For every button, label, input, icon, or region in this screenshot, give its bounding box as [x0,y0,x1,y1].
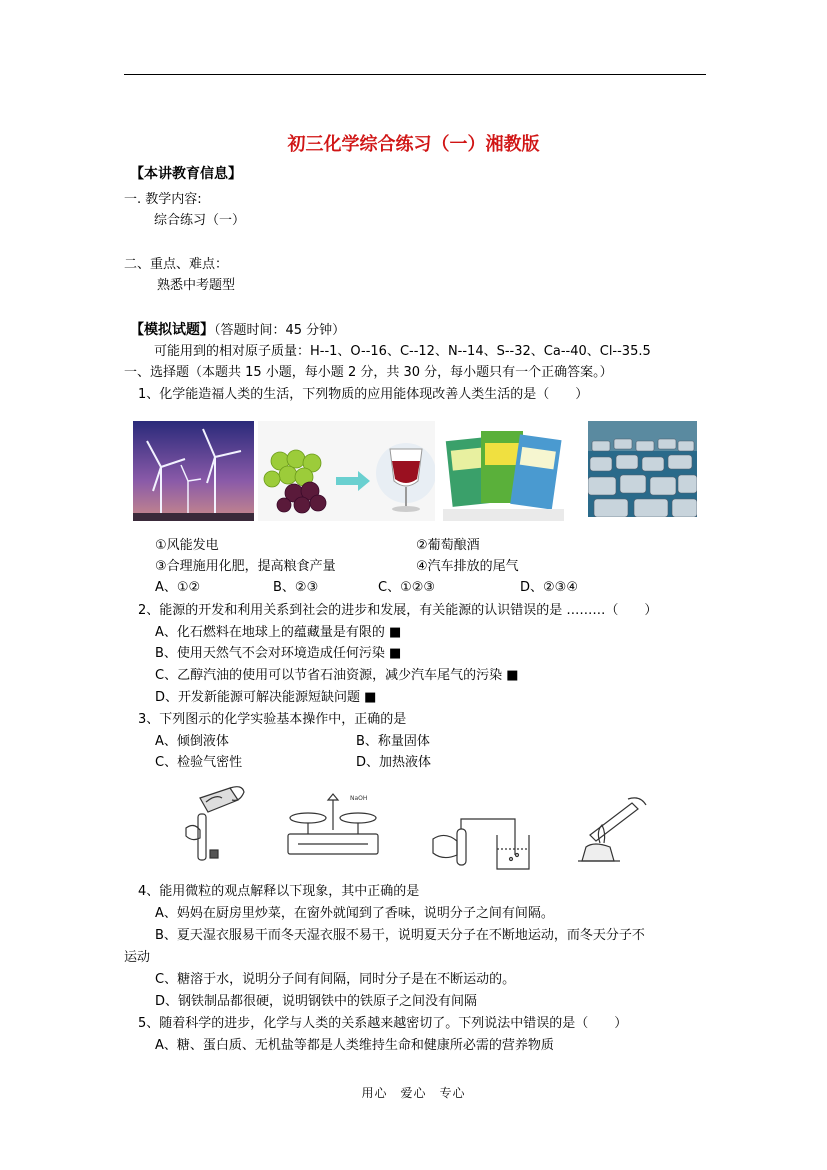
q1-opt2: ②葡萄酿酒 [416,538,480,553]
q4-choice-b-line1: B、夏天湿衣服易干而冬天湿衣服不易干，说明夏天分子在不断地运动，而冬天分子不 [155,928,645,943]
q4-choice-b-line2: 运动 [124,950,151,965]
q5-choice-a: A、糖、蛋白质、无机盐等都是人类维持生命和健康所必需的营养物质 [155,1038,554,1053]
q1-choice-d: D、②③④ [520,580,578,595]
q4-choice-a: A、妈妈在厨房里炒菜，在窗外就闻到了香味，说明分子之间有间隔。 [155,906,554,921]
fertilizer-image [443,421,564,521]
naoh-label: NaOH [350,795,368,802]
q1-choice-a: A、①② [155,580,201,595]
q1-opt4: ④汽车排放的尾气 [416,559,519,574]
header-rule [124,74,706,75]
grape-wine-image [258,421,435,521]
content-label: 一. 教学内容: [124,192,202,207]
airtight-check-diagram [425,815,535,873]
test-header: 【模拟试题】 [130,322,214,338]
q1-opt3: ③合理施用化肥，提高粮食产量 [155,559,336,574]
q1-choice-c: C、①②③ [378,580,436,595]
q4-choice-c: C、糖溶于水，说明分子间有间隔，同时分子是在不断运动的。 [155,972,516,987]
test-time: （答题时间：45 分钟） [214,323,346,338]
traffic-image [588,421,697,517]
q2-choice-b: B、使用天然气不会对环境造成任何污染 ■ [155,646,402,661]
test-header-line [130,322,345,339]
q3-stem: 3、下列图示的化学实验基本操作中，正确的是 [138,712,407,727]
q4-choice-d: D、钢铁制品都很硬，说明钢铁中的铁原子之间没有间隔 [155,994,478,1009]
key-label: 二、重点、难点： [124,257,229,272]
q2-choice-c: C、乙醇汽油的使用可以节省石油资源，减少汽车尾气的污染 ■ [155,668,519,683]
q3-choice-b: B、称量固体 [356,734,430,749]
q2-stem: 2、能源的开发和利用关系到社会的进步和发展，有关能源的认识错误的是 ………（ ） [138,603,658,618]
q2-choice-d: D、开发新能源可解决能源短缺问题 ■ [155,690,377,705]
heat-liquid-diagram [570,795,660,865]
page-footer: 用心 爱心 专心 [361,1086,466,1100]
q5-stem: 5、随着科学的进步，化学与人类的关系越来越密切了。下列说法中错误的是（ ） [138,1016,628,1031]
q3-choice-d: D、加热液体 [356,755,432,770]
content-value: 综合练习（一） [154,213,246,228]
q3-choice-c: C、检验气密性 [155,755,243,770]
choice-intro: 一、选择题（本题共 15 小题，每小题 2 分，共 30 分，每小题只有一个正确答案。） [124,365,613,380]
pour-liquid-diagram [170,778,250,866]
q2-choice-a: A、化石燃料在地球上的蕴藏量是有限的 ■ [155,625,402,640]
info-header: 【本讲教育信息】 [130,166,242,182]
q1-stem: 1、化学能造福人类的生活，下列物质的应用能体现改善人类生活的是（ ） [138,387,589,402]
key-value: 熟悉中考题型 [157,278,236,293]
wind-turbine-image [133,421,254,521]
q1-opt1: ①风能发电 [155,538,219,553]
q4-stem: 4、能用微粒的观点解释以下现象，其中正确的是 [138,884,420,899]
balance-diagram [278,790,388,860]
q1-choice-b: B、②③ [273,580,319,595]
q3-choice-a: A、倾倒液体 [155,734,229,749]
atomic-mass: 可能用到的相对原子质量：H--1、O--16、C--12、N--14、S--32、Ca--40、Cl--35.5 [154,344,651,359]
page-title: 初三化学综合练习（一）湘教版 [287,134,540,155]
